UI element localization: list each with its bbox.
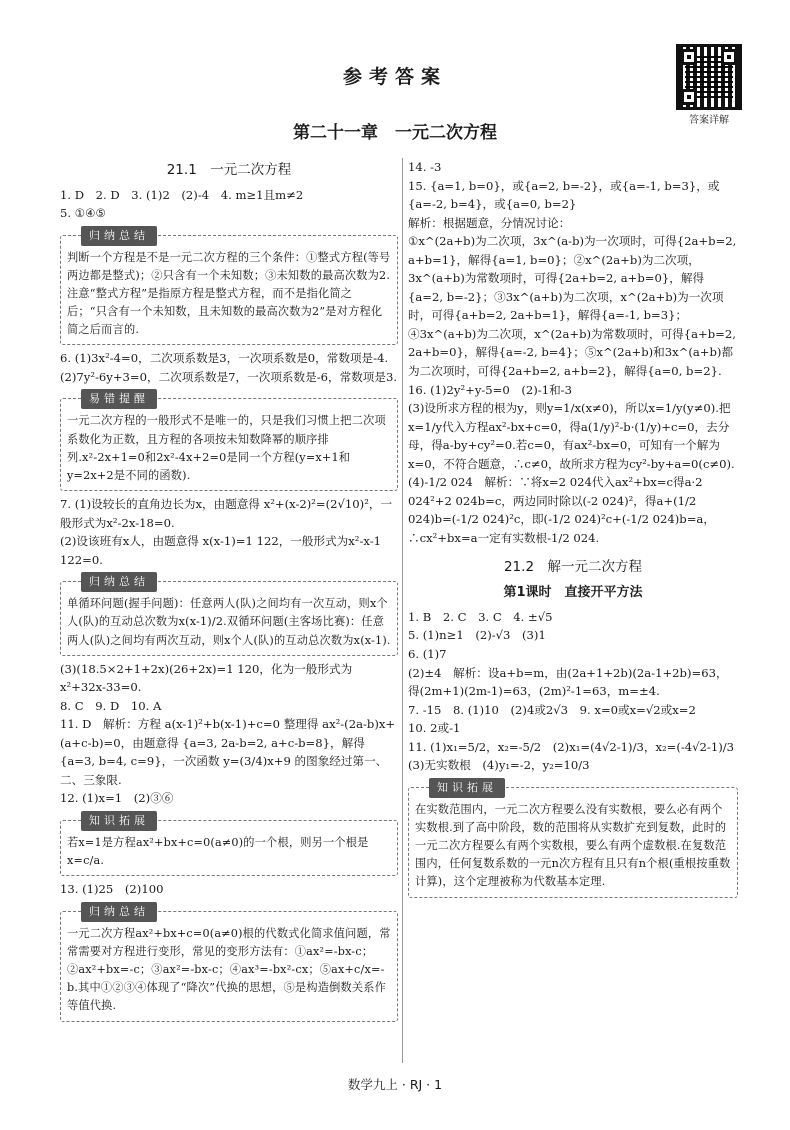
box-text: 判断一个方程是不是一元二次方程的三个条件：①整式方程(等号两边都是整式)；②只含有一个未知数；③未知数的最高次数为2.注意“整式方程”是指原方程是整式方程，而不是指化简之后；“只含有一个未知数，且未知数的最高次数为2”是对方程化简之后而言的. [67, 250, 391, 337]
box-tag: 易错提醒 [81, 389, 157, 409]
qr-code-icon[interactable] [676, 44, 742, 110]
answer-line: (2)设该班有x人，由题意得 x(x-1)=1 122，一般形式为x²-x-1 122=0. [60, 534, 381, 567]
box-tag: 知识拓展 [429, 778, 505, 798]
extension-box [408, 780, 738, 898]
summary-box [60, 904, 398, 1022]
answer-line: ①x^(2a+b)为二次项，3x^(a-b)为一次项时，可得{2a+b=2, a+b=1}，解得{a=1, b=0}；②x^(2a+b)为二次项，3x^(a+b)为常数项时，可得{2a+b=2, a+b=0}，解得{a=2, b=-2}；③3x^(a+b)为二次项，x^(2a+b)为一次项时，可得{a+b=2, 2a+b=1}，解得{a=-1, b=3}；④3x^(a+b)为二次项，x^(2a+b)为常数项时，可得{a+b=2, 2a+b=0}，解得{a=-2, b=4}；⑤x^(2a+b)和3x^(a+b)都为二次项时，可得{2a+b=2, a+b=2}，解得{a=0, b=2}. [408, 234, 737, 379]
answer-line: (2)±4 解析：设a+b=m，由(2a+1+2b)(2a-1+2b)=63，得(2m+1)(2m-1)=63，(2m)²-1=63，m=±4. [408, 665, 728, 699]
box-text: 单循环问题(握手问题)：任意两人(队)之间均有一次互动，则x个人(队)的互动总次数为x(x-1)/2.双循环问题(主客场比赛)：任意两人(队)之间均有两次互动，则x个人(队)的互动总次数为x(x-1). [67, 597, 391, 647]
answer-line: 6. (1)7 [408, 646, 447, 661]
page-title: 参考答案 [342, 66, 447, 88]
box-text: 若x=1是方程ax²+bx+c=0(a≠0)的一个根，则另一个根是x=c/a. [67, 836, 369, 868]
answer-line: 5. ①④⑤ [60, 206, 106, 221]
box-text: 在实数范围内，一元二次方程要么没有实数根，要么必有两个实数根.到了高中阶段，数的范围将从实数扩充到复数，此时的一元二次方程要么有两个实数根，要么有两个虚数根.在复数范围内，任何复数系数的一元n次方程有且只有n个根(重根按重数计算)，这个定理被称为代数基本定理. [415, 802, 731, 889]
qr-caption: 答案详解 [689, 115, 729, 126]
box-text: 一元二次方程ax²+bx+c=0(a≠0)根的代数式化简求值问题，常常需要对方程进行变形，常见的变形方法有：①ax²=-bx-c；②ax²+bx=-c；③ax²=-bx-c；④ax³=-bx²-cx；⑤ax+c/x=-b.其中①②③④体现了“降次”代换的思想，⑤是构造倒数关系作等值代换. [67, 926, 391, 1013]
answer-line: 10. 2或-1 [408, 721, 461, 736]
extension-box [60, 814, 398, 876]
answer-line: 8. C 9. D 10. A [60, 698, 162, 713]
answer-line: 15. {a=1, b=0}，或{a=2, b=-2}，或{a=-1, b=3}，或{a=-2, b=4}，或{a=0, b=2} [408, 178, 720, 212]
answer-line: 13. (1)25 (2)100 [60, 882, 164, 897]
answer-line: 5. (1)n≥1 (2)-√3 (3)1 [408, 628, 546, 643]
chapter-title: 第二十一章 一元二次方程 [293, 123, 497, 143]
answer-line: 12. (1)x=1 (2)③⑥ [60, 791, 174, 806]
answer-line: 16. (1)2y²+y-5=0 (2)-1和-3 [408, 382, 572, 397]
answer-line: 1. B 2. C 3. C 4. ±√5 [408, 609, 553, 624]
answer-line: 7. -15 8. (1)10 (2)4或2√3 9. x=0或x=√2或x=2 [408, 702, 696, 717]
page-footer: 数学九上 · RJ · 1 [347, 1077, 443, 1092]
answer-line: (3)无实数根 (4)y₁=-2，y₂=10/3 [408, 758, 590, 773]
answer-line: (4)-1/2 024 解析：∵将x=2 024代入ax²+bx=c得a·2 024²+2 024b=c，两边同时除以(-2 024)²，得a+(1/2 024)b=(-1/2 024)²c，即(-1/2 024)²c+(-1/2 024)b=a，∴cx²+bx=a一定有实数根-1/2 024. [408, 475, 715, 545]
answer-line: 11. D 解析：方程 a(x-1)²+b(x-1)+c=0 整理得 ax²-(2a-b)x+(a+c-b)=0，由题意得 {a=3, 2a-b=2, a+c-b=8}，解得 {a=3, b=4, c=9}，一次函数 y=(3/4)x+9 的图象经过第一、二、三象限. [60, 717, 396, 787]
answer-line: (3)(18.5×2+1+2x)(26+2x)=1 120，化为一般形式为x²+32x-33=0. [60, 661, 353, 695]
summary-box [60, 228, 398, 346]
answer-line: (2)7y²-6y+3=0，二次项系数是7，一次项系数是-6，常数项是3. [60, 369, 398, 384]
summary-box [60, 575, 398, 655]
answer-line: 解析：根据题意，分情况讨论： [408, 215, 571, 230]
answer-line: (3)设所求方程的根为y，则y=1/x(x≠0)，所以x=1/y(y≠0).把x=1/y代入方程ax²-bx+c=0，得a(1/y)²-b·(1/y)+c=0，去分母，得a-by+cy²=0.若c=0，有ax²-bx=0，可知有一个解为x=0，不符合题意，∴c≠0，故所求方程为cy²-by+a=0(c≠0). [408, 401, 735, 471]
answer-line: 11. (1)x₁=5/2，x₂=-5/2 (2)x₁=(4√2-1)/3，x₂=(-4√2-1)/3 [408, 739, 735, 754]
answer-line: 7. (1)设较长的直角边长为x，由题意得 x²+(x-2)²=(2√10)²，一般形式为x²-2x-18=0. [60, 497, 393, 530]
qr-finder-top-left [681, 49, 697, 65]
qr-finder-top-right [721, 49, 737, 65]
section-title: 21.2 解一元二次方程 [503, 559, 643, 576]
box-tag: 归纳总结 [81, 572, 157, 592]
column-divider [402, 158, 403, 1063]
box-tag: 知识拓展 [81, 811, 157, 831]
right-column [408, 158, 738, 902]
section-title: 21.1 一元二次方程 [166, 162, 292, 178]
qr-finder-bottom-left [681, 89, 697, 105]
lesson-title: 第1课时 直接开平方法 [503, 585, 643, 601]
left-column [60, 158, 398, 1026]
caution-box [60, 392, 398, 491]
box-tag: 归纳总结 [81, 902, 157, 922]
box-text: 一元二次方程的一般形式不是唯一的，只是我们习惯上把二次项系数化为正数，且方程的各项按未知数降幂的顺序排列.x²-2x+1=0和2x²-4x+2=0是同一个方程(y=x+1和y=2x+2是不同的函数). [67, 414, 386, 482]
answer-line: 6. (1)3x²-4=0，二次项系数是3，一次项系数是0，常数项是-4. [60, 351, 389, 366]
answer-line: 14. -3 [408, 160, 442, 174]
answer-line: 1. D 2. D 3. (1)2 (2)-4 4. m≥1且m≠2 [60, 187, 304, 202]
box-tag: 归纳总结 [81, 226, 157, 246]
